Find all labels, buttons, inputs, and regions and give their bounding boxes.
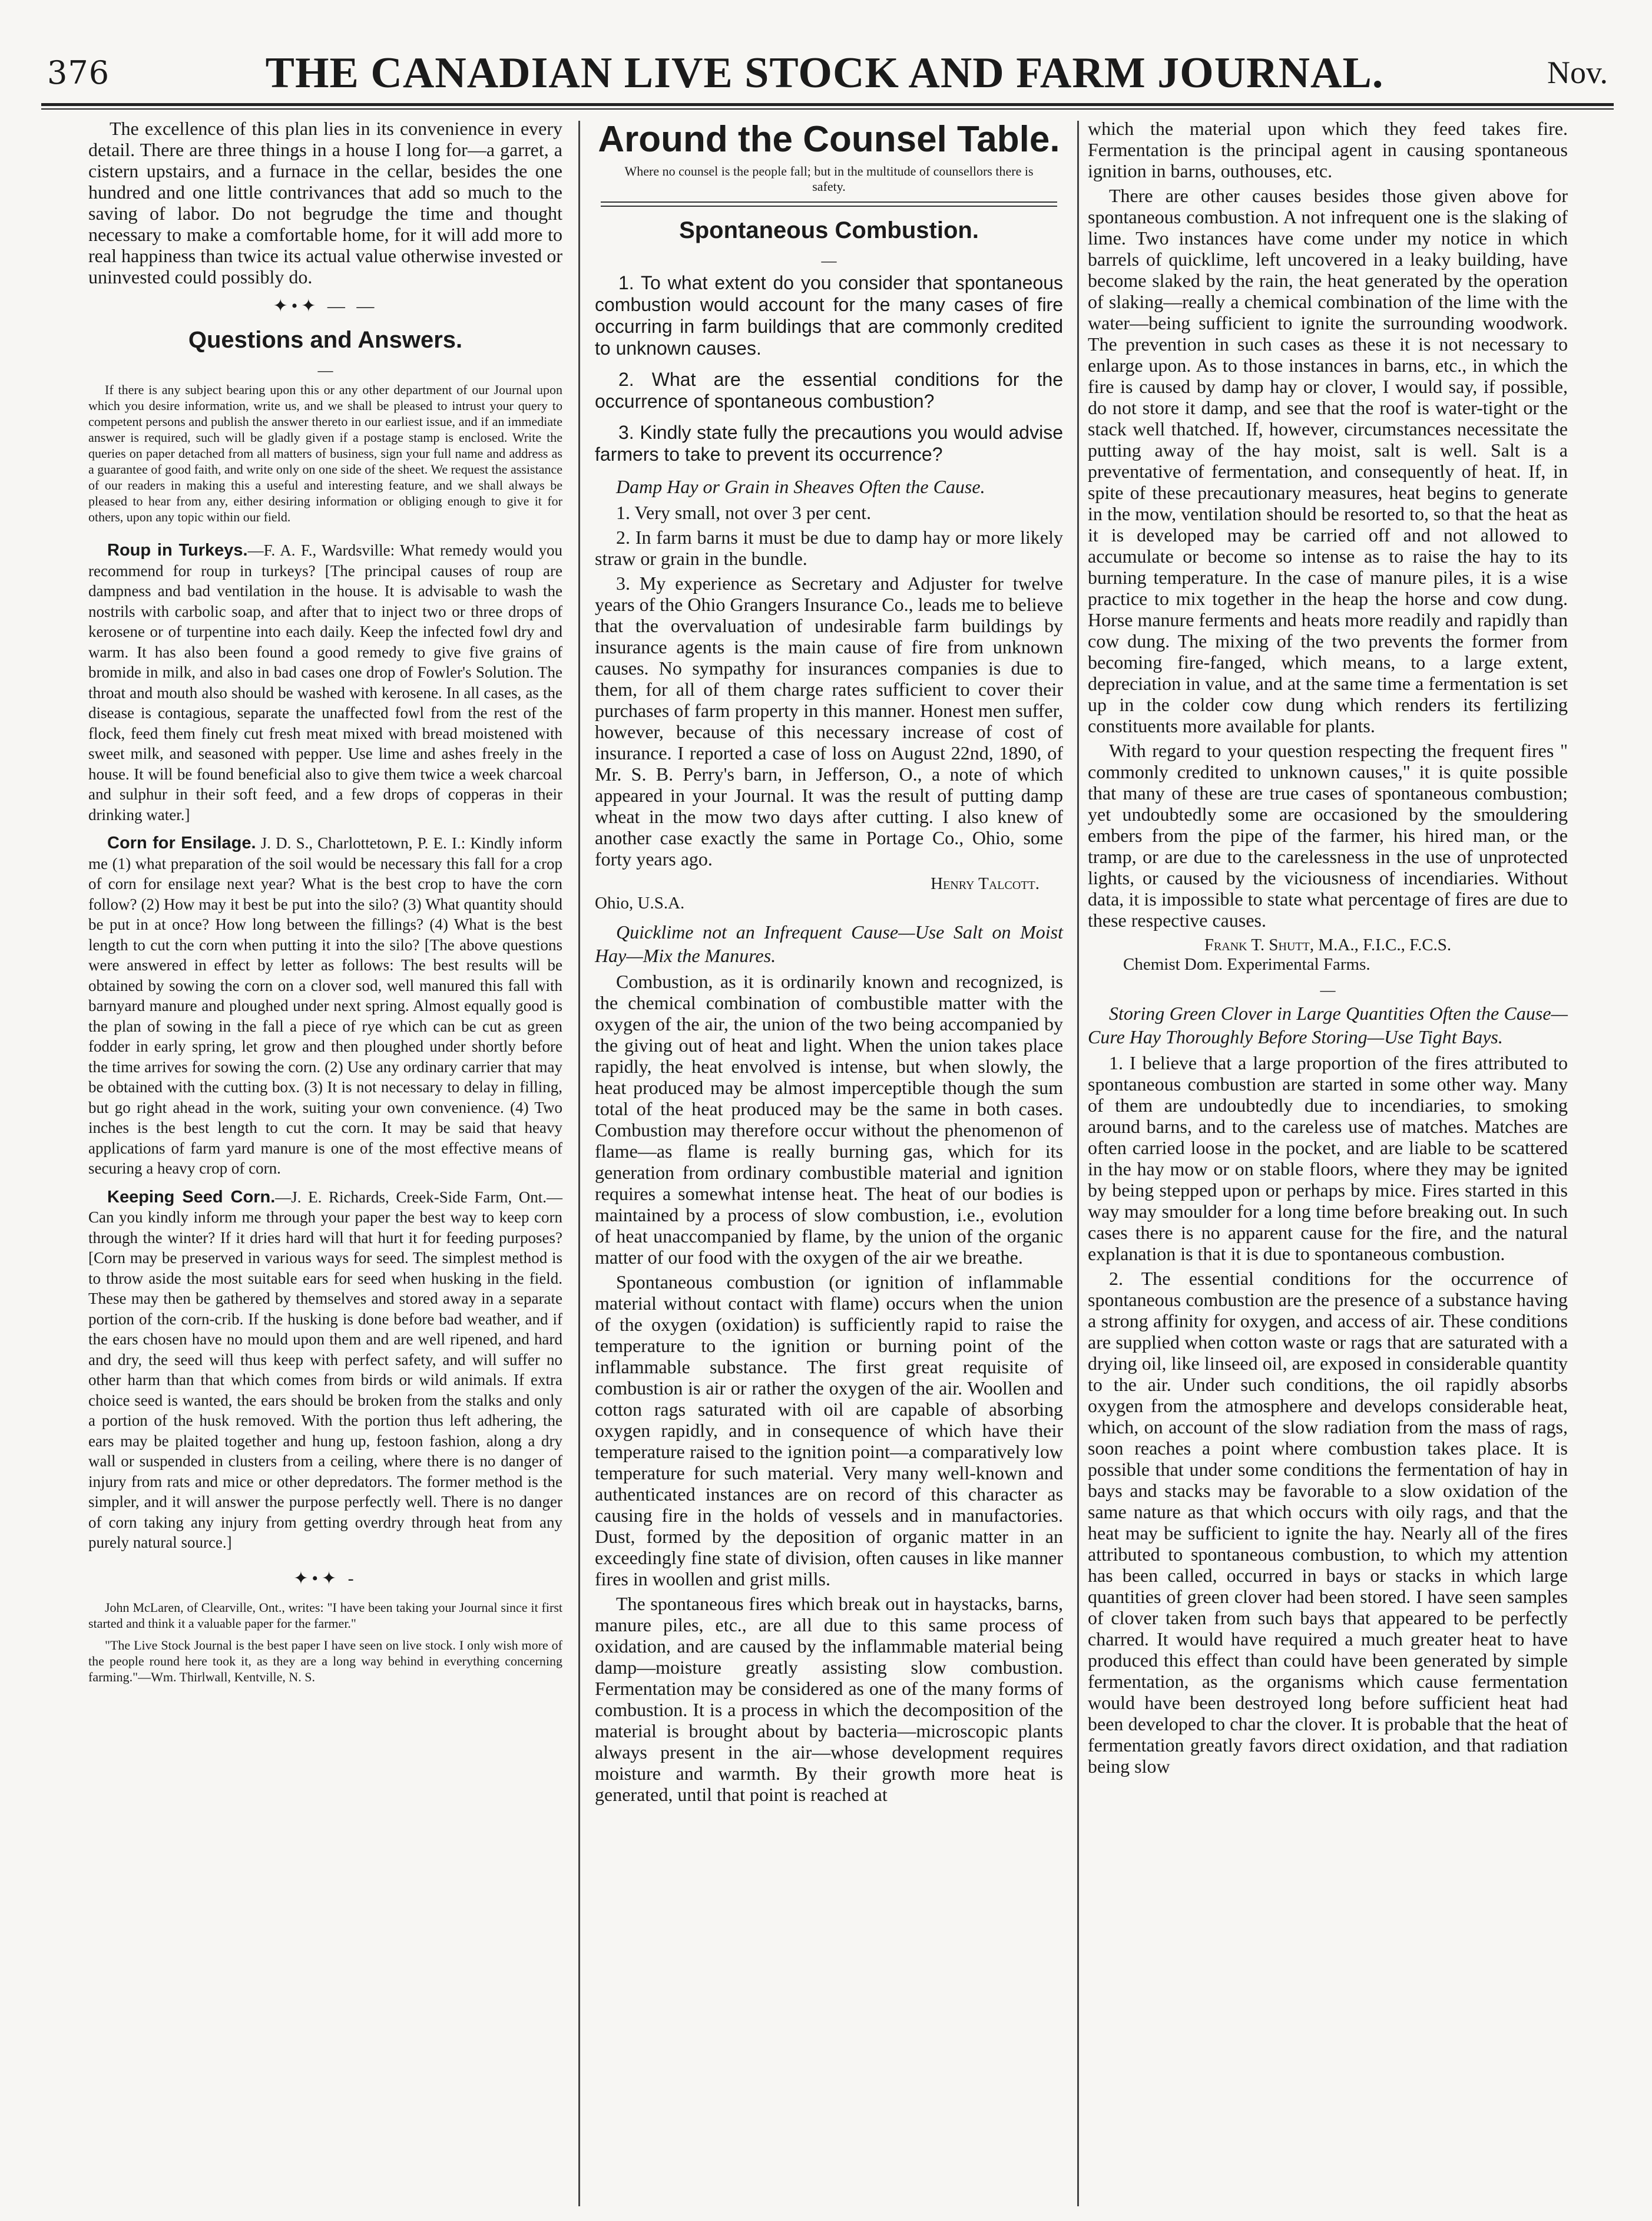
talcott-heading: Damp Hay or Grain in Sheaves Often the Cause. bbox=[616, 476, 985, 497]
roup-body: —F. A. F., Wardsville: What remedy would you recommend for roup in turkeys? [The principal causes of roup are dampness and bad ventilation in the house. It is advisable to wash the nostrils with carbolic soap, and after that to inject two or three drops of kerosene or of turpentine into each daily. Keep the infected fowl dry and warm. It has also been found a good remedy to give five grains of bromide in milk, and also in bad cases one drop of Fowler's Solution. The throat and mouth also should be washed with kerosene. In all cases, as the disease is contagious, separate the unaffected fowl from the rest of the flock, feed them finely cut fresh meat mixed with bread moistened with sweet milk, and seasoned with pepper. Use lime and ashes freely in the house. It will be found beneficial also to give them twice a week charcoal and sulphur in their soft feed, and a few drops of copperas in their drinking water.] bbox=[88, 541, 562, 824]
subhead-spontaneous: Spontaneous Combustion. bbox=[679, 217, 979, 243]
col3-paragraph-5: 2. The essential conditions for the occurrence of spontaneous combustion are the presence of a substance having a strong affinity for oxygen, and access of air. These conditions are supplied when cotton waste or rags that are saturated with a drying oil, like linseed oil, are exposed in considerable quantity to the air. Under such conditions, the oil rapidly absorbs oxygen from the atmosphere and develops considerable heat, which, on account of the slow radiation from the mass of rags, soon reaches a point where combustion takes place. It is possible that under some conditions the fermentation of hay in bays and stacks may be favorable to a slow oxidation of the same nature as that which occurs with oily rags, and that the heat may be sufficient to ignite the hay. Nearly all of the fires attributed to spontaneous combustion, to which my attention has been called, occurred in bays or stacks in which large quantities of green clover had been stored. I have seen samples of clover taken from such bays that appeared to be perfectly charred. It would have required a much greater heat to have produced this effect than could have been generated by simple fermentation, as the organisms which cause fermentation would have been destroyed long before sufficient heat had been developed to char the clover. It is probable that the heat of fermentation greatly favors direct oxidation, and that radiation being slow bbox=[1088, 1268, 1568, 1777]
roup-lead: Roup in Turkeys. bbox=[107, 541, 248, 560]
column-3 bbox=[1088, 118, 1568, 1780]
subhead-dash: — bbox=[821, 252, 837, 269]
combustion-paragraph-3: The spontaneous fires which break out in haystacks, barns, manure piles, etc., are all due to this same process of oxidation, and are caused by the inflammable material being damp—moisture greatly assisting slow combustion. Fermentation may be considered as one of the many forms of combustion. It is a process in which the decomposition of the material is brought about by bacteria—microscopic plants always present in the air—whose development requires moisture and warmth. By their growth more heat is generated, until that point is reached at bbox=[595, 1593, 1063, 1805]
seed-body: —J. E. Richards, Creek-Side Farm, Ont.—Can you kindly inform me through your paper the best way to keep corn through the winter? If it dries hard will that hurt it for feeding purposes? [Corn may be preserved in various ways for seed. The simplest method is to throw aside the most suitable ears for seed when husking in the field. These may then be gathered by themselves and stored away in a separate portion of the corn-crib. If the husking is done before bad weather, and if the ears chosen have no mould upon them and are well ripened, and hard and dry, the seed will thus keep with perfect safety, and will suffer no other harm than that which comes from birds or wild animals. If extra choice seed is wanted, the ears should be broken from the stalks and only a portion of the husk removed. With the portion thus left adhering, the ears may be plaited together and hung up, festoon fashion, along a dry wall or suspended in clusters from a ceiling, where there is no danger of injury from rats and mice or other depredators. The former method is the simpler, and it will answer the purpose perfectly well. There is no danger of corn taking any injury from getting overdry through heat from any purely natural source.] bbox=[88, 1188, 562, 1551]
ornament-divider-2: ✦•✦ - bbox=[293, 1568, 357, 1588]
column-2 bbox=[595, 118, 1063, 1809]
corn-body: J. D. S., Charlottetown, P. E. I.: Kindly inform me (1) what preparation of the soil would be necessary this fall for a crop of corn for ensilage next year? What is the best crop to have the corn follow? (2) How may it best be put into the silo? (3) What quantity should be put in at once? How long between the fillings? (4) What is the best length to cut the corn when putting it into the silo? [The above questions were answered in effect by letter as follows: The best results will be obtained by sowing the corn on a clover sod, well manured this fall with barnyard manure and ploughed under next spring. Almost equally good is the plan of sowing in the fall a piece of rye which can be cut as green fodder in early spring, let grow and then ploughed under shortly before the time arrives for sowing the corn. (2) Use any ordinary carrier that may be obtained with the cutting box. (3) It is not necessary to delay in filling, but go right ahead in the work, suiting your own convenience. (4) Two inches is the best length to cut the corn. It may be said that heavy applications of farm yard manure is one of the most effective means of securing a heavy crop of corn. bbox=[88, 834, 563, 1177]
col3-dash: — bbox=[1320, 981, 1336, 999]
issue-month: Nov. bbox=[1547, 55, 1608, 90]
heading-dash: — bbox=[317, 362, 333, 379]
answer-1: 1. Very small, not over 3 per cent. bbox=[616, 502, 872, 523]
seed-item bbox=[88, 1187, 562, 1553]
double-rule bbox=[601, 201, 1057, 207]
col3-paragraph-2: There are other causes besides those given above for spontaneous combustion. A not infrequent one is the slaking of lime. Two instances have come under my notice in which barrels of quicklime, left uncovered in a leaky building, have become slaked by the rain, the heat generated by the operation of slaking—really a chemical combination of the lime with the water—being sufficient to ignite the surrounding woodwork. The prevention in such cases as these it is not necessary to enlarge upon. As to those instances in barns, etc., in which the fire is caused by damp hay or clover, I would say, if possible, do not store it damp, and see that the roof is water-tight or the stack well thatched. If, however, circumstances necessitate the putting away of the hay moist, salt is well. Salt is a preventative of fermentation, and consequently of heat. If, in spite of these precautionary measures, heat begins to generate in the mow, ventilation should be resorted to, so that the heat as it is developed may be carried off and not allowed to accumulate or become so intense as to raise the hay to its burning temperature. In the case of manure piles, it is a wise practice to mix together in the heap the horse and cow dung. Horse manure ferments and heats more readily and rapidly than cow dung. The mixing of the two prevents the former from becoming fire-fanged, which means, to a large extent, depreciation in value, and at the same time a fermentation is set up in the colder cow dung which renders its fertilizing constituents more available for plants. bbox=[1088, 185, 1568, 736]
clover-heading: Storing Green Clover in Large Quantities Often the Cause—Cure Hay Thoroughly Before Storing—Use Tight Bays. bbox=[1088, 1003, 1568, 1047]
section-motto: Where no counsel is the people fall; but in the multitude of counsellors there is safety. bbox=[624, 164, 1034, 194]
column-divider-right bbox=[1077, 121, 1079, 2206]
seed-lead: Keeping Seed Corn. bbox=[107, 1187, 276, 1207]
thirlwall-letter: "The Live Stock Journal is the best paper I have seen on live stock. I only wish more of the people round here took it, as they are a long way behind in everything concerning farming."—Wm. Thirlwall, Kentville, N. S. bbox=[88, 1637, 562, 1684]
qa-note: If there is any subject bearing upon this or any other department of our Journal upon which you desire information, write us, and we shall be pleased to intrust your query to competent persons and publish the answer thereto in our earliest issue, and if an immediate answer is required, such will be gladly given if a postage stamp is enclosed. Write the queries on paper detached from all matters of business, sign your full name and address as a guarantee of good faith, and write only on one side of the sheet. We request the assistance of our readers in making this a useful and interesting feature, and we shall always be pleased to hear from any, either desiring information or obliging enough to give it for others, upon any topic within our field. bbox=[88, 382, 562, 524]
corn-lead: Corn for Ensilage. bbox=[107, 834, 256, 852]
mclaren-letter: John McLaren, of Clearville, Ont., writes: "I have been taking your Journal since it first started and think it a valuable paper for the farmer." bbox=[88, 1599, 562, 1631]
header-rule-thick bbox=[41, 103, 1614, 106]
section-title: Around the Counsel Table. bbox=[598, 119, 1060, 160]
corn-item bbox=[88, 833, 562, 1179]
intro-paragraph: The excellence of this plan lies in its convenience in every detail. There are three things in a house I long for—a garret, a cistern upstairs, and a furnace in the cellar, besides the one hundred and one little contrivances that add so much to the saving of labor. Do not begrudge the time and thought necessary to make a comfortable home, for it will add more to real happiness than twice its actual value otherwise invested or uninvested could possibly do. bbox=[88, 118, 562, 287]
col3-paragraph-3: With regard to your question respecting the frequent fires " commonly credited to unknown causes," it is quite possible that many of these are true cases of spontaneous combustion; yet undoubtedly some are occasioned by the smouldering embers from the pipe of the farmer, his hired man, or the tramp, or are due to the carelessness in the use of unprotected lights, or caused by the viciousness of incendiaries. Without data, it is impossible to state what percentage of fires are due to these respective causes. bbox=[1088, 740, 1568, 931]
shutt-title: Chemist Dom. Experimental Farms. bbox=[1123, 955, 1370, 974]
question-3: 3. Kindly state fully the precautions you would advise farmers to take to prevent its occurrence? bbox=[595, 422, 1063, 465]
page-header bbox=[29, 49, 1620, 97]
column-divider-left bbox=[578, 121, 580, 2206]
ornament-divider: ✦•✦ — — bbox=[273, 296, 378, 316]
roup-item bbox=[88, 540, 562, 825]
answer-3: 3. My experience as Secretary and Adjuster for twelve years of the Ohio Grangers Insurance Co., leads me to believe that the overvaluation of undesirable farm buildings by insurance agents is the main cause of fire from unknown causes. No sympathy for insurances companies is due to them, for all of them charge rates sufficient to cover their purchases of farm property in this manner. Honest men suffer, however, because of this necessary increase of cost of insurance. I reported a case of loss on August 22nd, 1890, of Mr. S. B. Perry's barn, in Jefferson, O., a note of which appeared in your Journal. It was the result of putting damp wheat in the mow two days after cutting. I also knew of another case exactly the same in Portage Co., Ohio, some forty years ago. bbox=[595, 573, 1063, 870]
combustion-paragraph-2: Spontaneous combustion (or ignition of inflammable material without contact with flame) occurs when the union of the oxygen (oxidation) is sufficiently rapid to raise the temperature to the ignition or burning point of the inflammable substance. The first great requisite of combustion is air or rather the oxygen of the air. Woollen and cotton rags saturated with oil are capable of absorbing oxygen rapidly, and in consequence of which have their temperature raised to the ignition point—a comparatively low temperature for such material. Very many well-known and authenticated instances are on record of this character as causing fire in the holds of vessels and in manufactories. Dust, formed by the deposition of organic matter in an exceedingly fine state of division, often causes in like manner fires in woollen and grist mills. bbox=[595, 1271, 1063, 1589]
qa-heading: Questions and Answers. bbox=[188, 327, 463, 353]
masthead-title: THE CANADIAN LIVE STOCK AND FARM JOURNAL. bbox=[265, 49, 1384, 97]
question-2: 2. What are the essential conditions for the occurrence of spontaneous combustion? bbox=[595, 369, 1063, 412]
quicklime-heading: Quicklime not an Infrequent Cause—Use Salt on Moist Hay—Mix the Manures. bbox=[595, 921, 1063, 966]
col3-paragraph-4: 1. I believe that a large proportion of the fires attributed to spontaneous combustion are started in some other way. Many of them are undoubtedly due to incendiaries, to smoking around barns, and to the careless use of matches. Matches are often carried loose in the pocket, and are liable to be scattered in the hay mow or on stable floors, where they may be ignited by being stepped upon or perhaps by mice. Fires started in this way may smoulder for a long time before breaking out. In such cases there is no apparent cause for the fire, and the natural explanation is that it is due to spontaneous combustion. bbox=[1088, 1052, 1568, 1264]
answer-2: 2. In farm barns it must be due to damp hay or more likely straw or grain in the bundle. bbox=[595, 527, 1063, 569]
page-number: 376 bbox=[47, 54, 110, 91]
talcott-signature: Henry Talcott. bbox=[931, 874, 1039, 893]
talcott-place: Ohio, U.S.A. bbox=[595, 894, 685, 913]
question-1: 1. To what extent do you consider that spontaneous combustion would account for the many cases of fire occurring in farm buildings that are commonly credited to unknown causes. bbox=[595, 272, 1063, 359]
combustion-paragraph-1: Combustion, as it is ordinarily known and recognized, is the chemical combination of combustible matter with the oxygen of the air, the union of the two being accompanied by the giving out of heat and light. When the union takes place rapidly, the heat envolved is intense, but when slowly, the heat produced may be almost imperceptible though the sum total of the heat produced may be the same in both cases. Combustion may therefore occur without the phenomenon of flame—as flame is really burning gas, which for its generation from ordinary combustible material and ignition requires a somewhat intense heat. The heat of our bodies is maintained by a process of slow combustion, i.e., evolution of heat unaccompanied by flame, by the union of the organic matter of our food with the oxygen of the air we breathe. bbox=[595, 971, 1063, 1268]
shutt-signature: Frank T. Shutt, M.A., F.I.C., F.C.S. bbox=[1204, 936, 1452, 954]
col3-paragraph-1: which the material upon which they feed takes fire. Fermentation is the principal agent in causing spontaneous ignition in barns, outhouses, etc. bbox=[1088, 118, 1568, 181]
header-rule-thin bbox=[41, 108, 1614, 110]
column-1 bbox=[88, 118, 562, 1688]
